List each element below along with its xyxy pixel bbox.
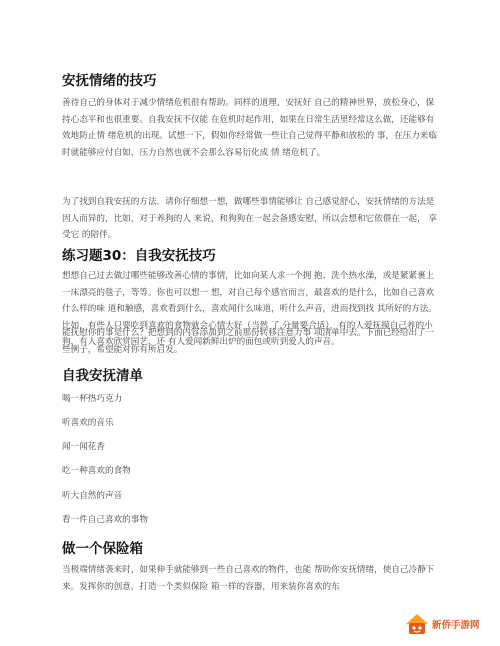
checklist-item: 喝一杯热巧克力 [62, 394, 123, 404]
exercise-paragraph: 想想自己过去做过哪些能够改善心情的事情，比如向某人求一个拥 抱、洗个热水澡，或是紧紧裹上一床漂亮的毯子，等等。你也可以想一 想，对自己每个感官而言，最喜欢的是什么，比如自己喜欢什么样的味 道和触感，喜欢看到什么，喜欢闻什么味道，听什么声音，进而找到找 其所好的方法。比如，有些人只要吃到喜欢的食物就会心情大好（当然 了,分量要合适），有的人爱抚摸自己养的小狗，有人喜欢欣赏园艺，还 有人爱闻新鲜出炉的面包或听到爱人的声音。 [62, 271, 437, 347]
section-heading-soothing-techniques: 安抚情绪的技巧 [62, 73, 157, 89]
checklist-item: 闻一闻花香 [62, 442, 105, 452]
checklist-item: 听喜欢的音乐 [62, 418, 114, 428]
section-heading-checklist: 自我安抚清单 [62, 368, 143, 384]
intro-paragraph: 善待自己的身体对于减少情绪危机很有帮助。同样的道理，安抚好 自己的精神世界，放松身心，保持心态平和也很重要。自我安抚不仅能 在危机时起作用，如果在日常生活里经常这么做，还能够有效地防止情 绪危机的出现。试想一下，假如你经常做一些让自己觉得平静和放松的 事，在压力来临时就能够应付自如，压力自然也就不会那么容易衍化成 情 绪危机了。 [62, 98, 437, 158]
checklist-item: 吃一种喜欢的食物 [62, 466, 131, 476]
safebox-paragraph: 当极端情绪袭来时，如果伸手就能够到一些自己喜欢的物件，也能 帮助你安抚情绪，使自己冷静下来。发挥你的创意，打造一个类似保险 箱一样的容器，用来装你喜欢的东 [62, 565, 435, 592]
section-heading-exercise-30: 练习题30：自我安抚技巧 [62, 248, 216, 264]
intro-paragraph-2: 为了找到自我安抚的方法，请你仔细想一想，做哪些事情能够让 自己感觉舒心，安抚情绪的方法是因人而异的，比如，对于养狗的人 来说，和狗狗在一起会备感安慰，所以会想和它依偎在一起， 享受它 的陪伴。 [62, 197, 437, 240]
exercise-paragraph-2: 能抚慰你的事是什么？把想到的内容添加到之前那份转移注意力事 项清单中去。下面已经给出了一些例子，希望能对你有所启发。 [62, 328, 435, 355]
house-logo-icon [404, 612, 430, 636]
checklist-item: 听大自然的声音 [62, 491, 123, 501]
section-heading-safe-box: 做一个保险箱 [62, 541, 143, 557]
watermark-text: 新侨手游网 [432, 620, 480, 631]
watermark [404, 612, 480, 636]
checklist-item: 看一件自己喜欢的事物 [62, 515, 148, 525]
